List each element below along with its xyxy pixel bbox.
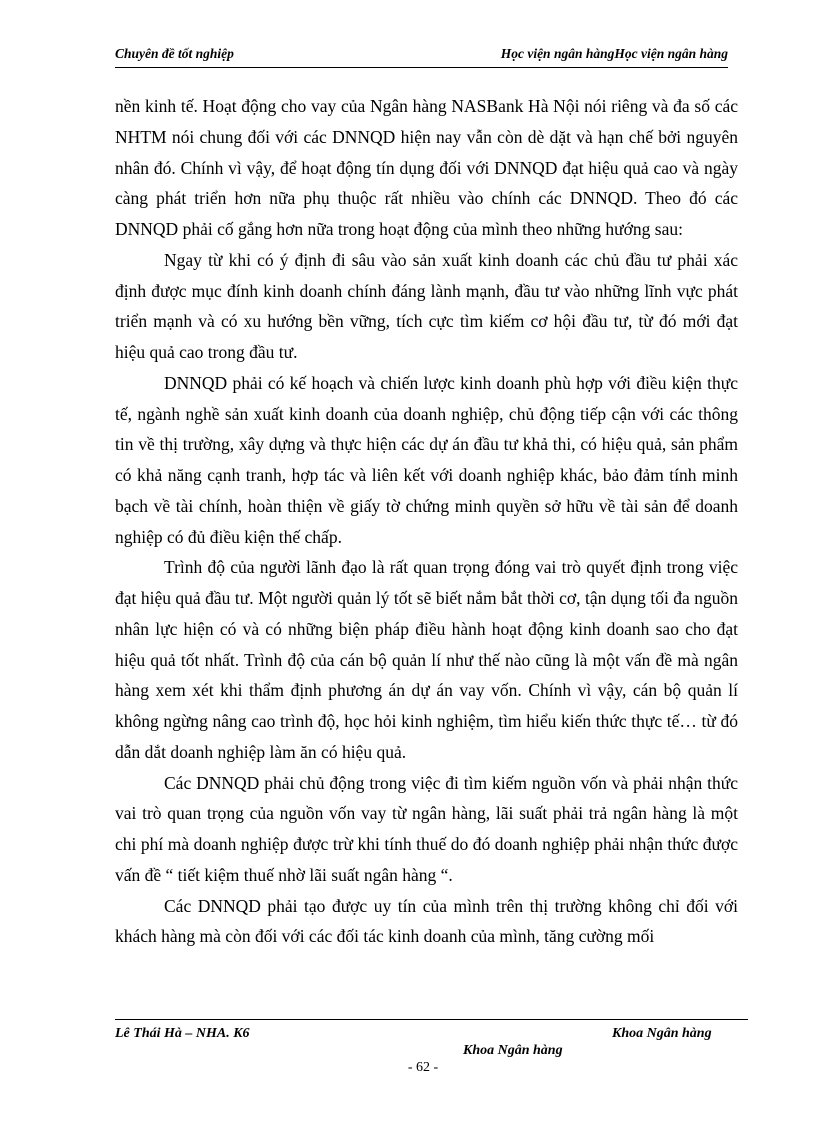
- page-header: [115, 46, 728, 68]
- page-number: - 62 -: [407, 1060, 439, 1075]
- footer-divider: [115, 1019, 748, 1020]
- paragraph-1: nền kinh tế. Hoạt động cho vay của Ngân hàng NASBank Hà Nội nói riêng và đa số các NHTM nói chung đối với các DNNQD hiện nay vẫn còn dè dặt và hạn chế bởi nguyên nhân đó. Chính vì vậy, để hoạt động tín dụng đối với DNNQD đạt hiệu quả cao và ngày càng phát triển hơn nữa phụ thuộc rất nhiều vào chính các DNNQD. Theo đó các DNNQD phải cố gắng hơn nữa trong hoạt động của mình theo những hướng sau:: [115, 96, 738, 239]
- footer-department-right: Khoa Ngân hàng: [612, 1026, 712, 1041]
- paragraph-6: Các DNNQD phải tạo được uy tín của mình trên thị trường không chỉ đối với khách hàng mà còn đối với các đối tác kinh doanh của mình, tăng cường mối: [115, 895, 738, 947]
- paragraph-2: Ngay từ khi có ý định đi sâu vào sản xuất kinh doanh các chủ đầu tư phải xác định được mục đính kinh doanh chính đáng lành mạnh, đầu tư vào những lĩnh vực phát triển mạnh và có xu hướng bền vững, tích cực tìm kiếm cơ hội đầu tư, từ đó mới đạt hiệu quả cao trong đầu tư.: [115, 249, 738, 362]
- paragraph-3: DNNQD phải có kế hoạch và chiến lược kinh doanh phù hợp với điều kiện thực tế, ngành nghề sản xuất kinh doanh của doanh nghiệp, chủ động tiếp cận với các thông tin về thị trường, xây dựng và thực hiện các dự án đầu tư khả thi, có hiệu quả, sản phẩm có khả năng cạnh tranh, hợp tác và liên kết với doanh nghiệp khác, bảo đảm tính minh bạch về tài chính, hoàn thiện về giấy tờ chứng minh quyền sở hữu về tài sản để doanh nghiệp có đủ điều kiện thế chấp.: [115, 372, 738, 547]
- header-title-left: Chuyên đề tốt nghiệp: [115, 46, 234, 61]
- header-title-right: Học viện ngân hàngHọc viện ngân hàng: [500, 46, 728, 61]
- header-divider: [115, 67, 728, 68]
- document-body: [115, 91, 738, 952]
- footer-department-center: Khoa Ngân hàng: [463, 1043, 563, 1058]
- paragraph-5: Các DNNQD phải chủ động trong việc đi tìm kiếm nguồn vốn và phải nhận thức vai trò quan trọng của nguồn vốn vay từ ngân hàng, lãi suất phải trả ngân hàng là một chi phí mà doanh nghiệp được trừ khi tính thuế do đó doanh nghiệp phải nhận thức được vấn đề “ tiết kiệm thuế nhờ lãi suất ngân hàng “.: [115, 772, 738, 885]
- footer-author: Lê Thái Hà – NHA. K6: [115, 1026, 250, 1041]
- paragraph-4: Trình độ của người lãnh đạo là rất quan trọng đóng vai trò quyết định trong việc đạt hiệu quả đầu tư. Một người quản lý tốt sẽ biết nắm bắt thời cơ, tận dụng tối đa nguồn nhân lực hiện có và có những biện pháp điều hành hoạt động kinh doanh sao cho đạt hiệu quả tốt nhất. Trình độ của cán bộ quản lí như thế nào cũng là một vấn đề mà ngân hàng xem xét khi thẩm định phương án dự án vay vốn. Chính vì vậy, cán bộ quản lí không ngừng nâng cao trình độ, học hỏi kinh nghiệm, tìm hiểu kiến thức thực tế… từ đó dẫn dắt doanh nghiệp làm ăn có hiệu quả.: [115, 557, 738, 762]
